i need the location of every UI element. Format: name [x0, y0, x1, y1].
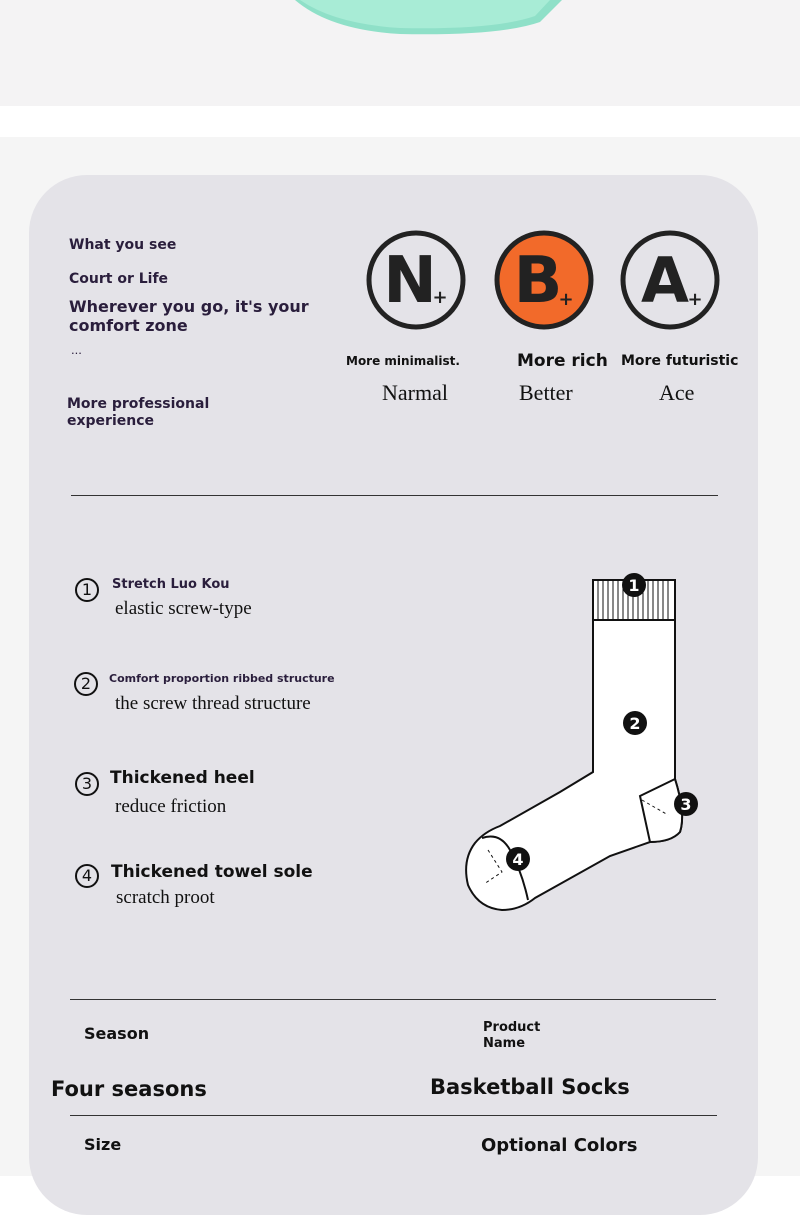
feature-number-2: 2	[74, 672, 98, 696]
spec-season-label: Season	[84, 1024, 150, 1043]
tier-plus: +	[687, 289, 703, 310]
tier-desc-better: More rich	[517, 351, 608, 371]
tier-desc-ace: More futuristic	[621, 353, 739, 369]
feature-subtitle-1: elastic screw-type	[115, 598, 252, 619]
feature-title-4: Thickened towel sole	[111, 862, 313, 882]
diagram-marker-4	[506, 847, 530, 871]
tier-badge-better	[494, 230, 594, 330]
tier-badge-better-icon	[494, 230, 594, 330]
intro-experience: More professional experience	[67, 396, 210, 429]
feature-number-1: 1	[75, 578, 99, 602]
feature-title-1: Stretch Luo Kou	[112, 577, 230, 592]
intro-tagline: Wherever you go, it's your comfort zone	[69, 297, 309, 335]
marker-label-4: 4	[512, 850, 524, 869]
specs-divider-bottom	[70, 1115, 717, 1116]
feature-number-3: 3	[75, 772, 99, 796]
spec-season-value: Four seasons	[51, 1077, 207, 1101]
spec-colors-label: Optional Colors	[481, 1135, 638, 1156]
intro-ellipsis: ...	[71, 342, 82, 357]
section-divider	[71, 495, 718, 496]
feature-title-2: Comfort proportion ribbed structure	[109, 672, 335, 685]
tier-badge-normal-icon	[366, 230, 466, 330]
tier-name-normal: Narmal	[382, 380, 448, 405]
feature-subtitle-4: scratch proot	[116, 887, 215, 908]
marker-label-3: 3	[680, 795, 692, 814]
feature-title-3: Thickened heel	[110, 768, 255, 788]
tier-plus: +	[558, 289, 574, 310]
marker-label-1: 1	[628, 576, 640, 595]
tier-letter: B	[513, 244, 563, 318]
tier-letter: A	[641, 244, 689, 317]
marker-label-2: 2	[629, 714, 641, 733]
diagram-marker-2	[623, 711, 647, 735]
feature-subtitle-3: reduce friction	[115, 796, 227, 817]
tier-badge-normal	[366, 230, 466, 330]
intro-subheading: Court or Life	[69, 271, 169, 287]
section-gap	[0, 106, 800, 137]
feature-number-4: 4	[75, 864, 99, 888]
tier-name-ace: Ace	[659, 380, 695, 405]
spec-product-value: Basketball Socks	[430, 1075, 630, 1099]
tier-name-better: Better	[519, 380, 573, 405]
tier-plus: +	[432, 287, 448, 308]
sock-diagram	[440, 560, 730, 930]
specs-divider-top	[70, 999, 716, 1000]
diagram-marker-3	[674, 792, 698, 816]
sock-tip-image	[0, 0, 800, 106]
tier-letter: N	[383, 244, 437, 318]
tier-badge-ace	[620, 230, 720, 330]
tier-desc-normal: More minimalist.	[346, 354, 460, 368]
feature-subtitle-2: the screw thread structure	[115, 693, 311, 714]
spec-size-label: Size	[84, 1135, 122, 1154]
top-product-banner	[0, 0, 800, 106]
intro-heading: What you see	[69, 237, 177, 253]
tier-badge-ace-icon	[620, 230, 720, 330]
spec-product-label: Product Name	[483, 1020, 541, 1051]
diagram-marker-1	[622, 573, 646, 597]
